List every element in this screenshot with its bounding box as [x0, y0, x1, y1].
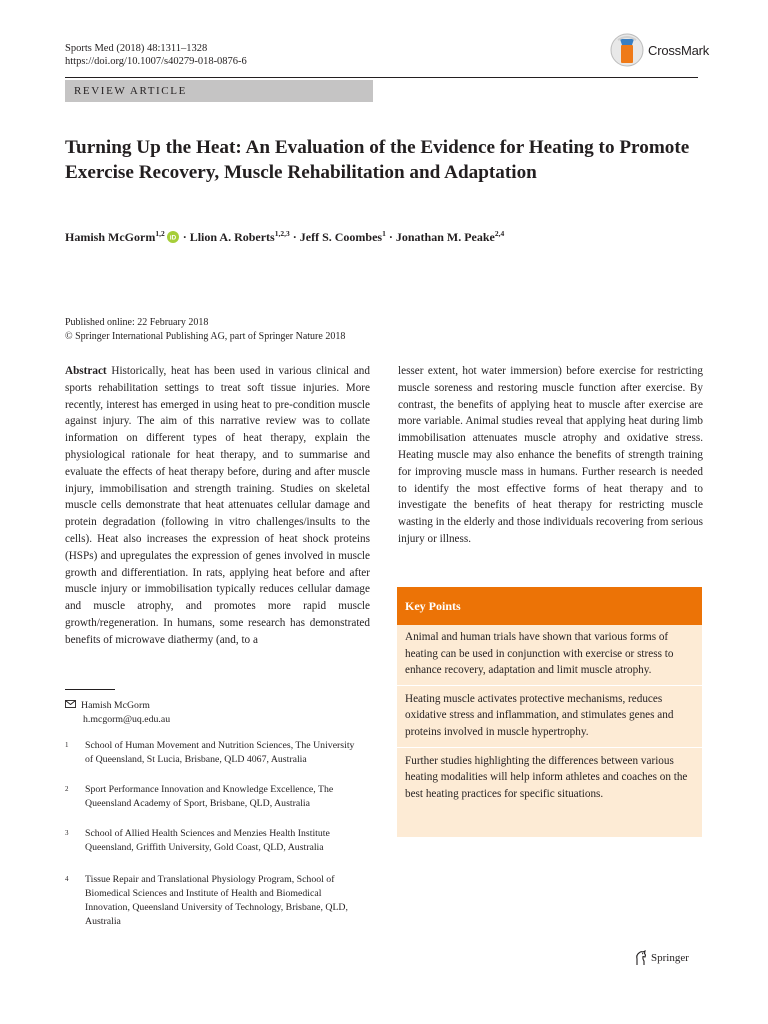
key-point-item: Animal and human trials have shown that various forms of heating can be used in conjunction with exercise or stress to enhance recovery, adaptation and limit muscle atrophy.: [397, 629, 702, 686]
publisher-name: Springer: [651, 952, 689, 964]
author-affiliation-marker: 1: [382, 229, 386, 238]
affiliation-item: [65, 783, 365, 811]
publication-info: [65, 316, 345, 344]
author-list: [65, 226, 705, 247]
abstract-text-right: lesser extent, hot water immersion) before exercise for restricting muscle soreness and restoring muscle function after exercise. By contrast, the benefits of applying heat to muscle after exercise are more variable. Animal studies reveal that applying heat during limb immobilisation attenuates muscle atrophy and oxidative stress. Heating muscle may also enhance the benefits of strength training for improving muscle mass in humans. Further research is needed to identify the most effective forms of heat therapy and to investigate the benefits of heat therapy for restricting muscle wasting in the elderly and those individuals recovering from serious injury or illness.: [398, 365, 703, 545]
article-title: Turning Up the Heat: An Evaluation of the Evidence for Heating to Promote Exercise Recovery, Muscle Rehabilitation and Adaptation: [65, 137, 690, 183]
header-divider: [65, 77, 698, 78]
author-separator: ·: [179, 230, 190, 244]
correspondence-email[interactable]: h.mcgorm@uq.edu.au: [83, 714, 171, 725]
key-point-item: Heating muscle activates protective mechanisms, reduces oxidative stress and inflammation, and stimulates genes and proteins involved in muscle hypertrophy.: [397, 691, 702, 748]
author-name[interactable]: Jonathan M. Peake: [395, 230, 495, 244]
author-affiliation-marker: 1,2,3: [274, 229, 290, 238]
doi-link[interactable]: https://doi.org/10.1007/s40279-018-0876-6: [65, 56, 247, 67]
affiliation-item: [65, 873, 365, 929]
crossmark-icon: [610, 31, 644, 69]
published-date: Published online: 22 February 2018: [65, 317, 209, 328]
correspondence-block: [65, 699, 170, 727]
key-points-heading: Key Points: [397, 587, 702, 625]
affiliation-number: 1: [65, 741, 69, 749]
abstract-text-left: Historically, heat has been used in various clinical and sports rehabilitation settings to treat soft tissue injuries. More recently, interest has emerged in using heat to pre-condition muscle against injury. The aim of this narrative review was to collate information on different types of heat therapy, explain the physiological rationale for heat therapy, and to summarise and evaluate the effects of heat therapy before, during and after muscle injury, immobilisation and strength training. Studies on skeletal muscle cells demonstrate that heat attenuates cellular damage and protein degradation (following in vitro challenges/insults to the cells). Heat also increases the expression of heat shock proteins (HSPs) and upregulates the expression of genes involved in muscle growth and differentiation. In rats, applying heat before and after muscle injury or immobilisation typically reduces cellular damage and muscle atrophy, and promotes more rapid muscle growth/regeneration. In humans, some research has demonstrated benefits of microwave diathermy (and, to a: [65, 365, 370, 646]
author-name[interactable]: Jeff S. Coombes: [299, 230, 383, 244]
author-name[interactable]: Llion A. Roberts: [189, 230, 275, 244]
abstract-heading: Abstract: [65, 365, 107, 377]
affiliation-text: Tissue Repair and Translational Physiology Program, School of Biomedical Sciences and Institute of Health and Biomedical Innovation, Queensland University of Technology, Brisbane, QLD, Australia: [85, 874, 348, 927]
affiliation-number: 3: [65, 829, 69, 837]
author-separator: ·: [385, 230, 396, 244]
correspondence-name: Hamish McGorm: [81, 700, 150, 711]
author-separator: ·: [289, 230, 300, 244]
envelope-icon: [65, 699, 81, 713]
springer-horse-icon: [634, 950, 648, 966]
publisher-logo: [634, 950, 689, 966]
author-name[interactable]: Hamish McGorm: [65, 230, 156, 244]
copyright-notice: © Springer International Publishing AG, part of Springer Nature 2018: [65, 331, 346, 342]
affiliation-number: 2: [65, 785, 69, 793]
affiliation-text: School of Allied Health Sciences and Menzies Health Institute Queensland, Griffith University, Gold Coast, QLD, Australia: [85, 828, 330, 853]
affiliation-number: 4: [65, 875, 69, 883]
article-type-band: REVIEW ARTICLE: [65, 80, 373, 102]
key-point-item: Further studies highlighting the differences between various heating modalities will help inform athletes and coaches on the best heating practices for specific situations.: [405, 754, 688, 800]
affiliation-item: [65, 827, 365, 855]
footnote-divider: [65, 689, 115, 690]
affiliation-text: Sport Performance Innovation and Knowledge Excellence, The Queensland Academy of Sport, Brisbane, QLD, Australia: [85, 784, 334, 809]
svg-text:iD: iD: [169, 234, 176, 242]
journal-citation: Sports Med (2018) 48:1311–1328: [65, 43, 208, 54]
author-affiliation-marker: 2,4: [494, 229, 505, 238]
orcid-icon[interactable]: [167, 231, 179, 247]
affiliation-item: [65, 739, 365, 767]
affiliation-text: School of Human Movement and Nutrition Sciences, The University of Queensland, St Lucia, Brisbane, QLD 4067, Australia: [85, 740, 355, 765]
crossmark-badge[interactable]: [610, 30, 710, 70]
author-affiliation-marker: 1,2: [155, 229, 165, 238]
abstract-column-left: [65, 363, 370, 649]
crossmark-label: CrossMark: [648, 42, 710, 58]
key-points-box: [397, 625, 702, 837]
